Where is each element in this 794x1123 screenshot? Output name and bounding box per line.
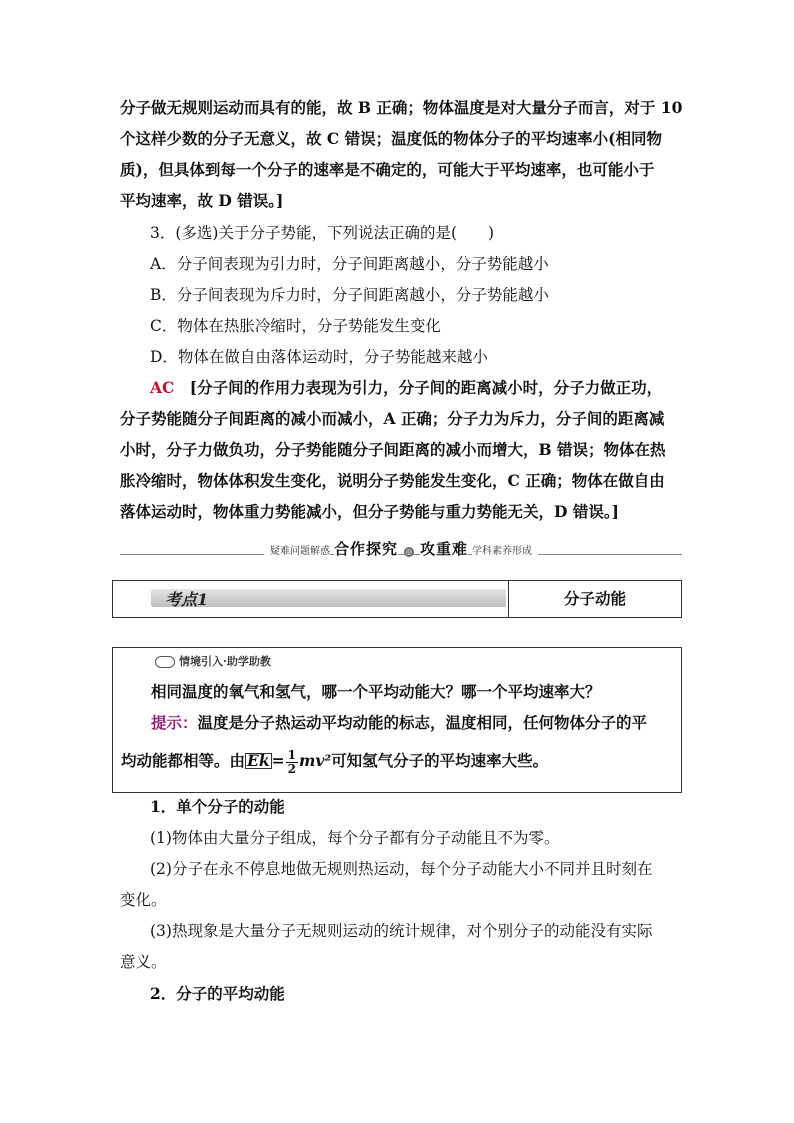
paragraph-line: 质)，但具体到每一个分子的速率是不确定的，可能大于平均速率，也可能小于 [120,160,655,179]
kaodian-header [112,580,682,618]
answer-line: 小时，分子力做负功，分子势能随分子间距离的减小而增大，B 错误；物体在热 [120,440,666,459]
section1-item-cont: 变化。 [120,891,167,909]
scenario-question: 相同温度的氧气和氢气，哪一个平均动能大？哪一个平均速率大？ [151,682,601,701]
banner-text [120,538,682,559]
kaodian-title: 分子动能 [563,589,626,608]
section1-heading: 1．单个分子的动能 [150,797,285,816]
scenario-box [112,647,682,793]
section2-heading: 2．分子的平均动能 [150,984,285,1003]
option-d: D．物体在做自由落体运动时，分子势能越来越小 [150,348,488,366]
scenario-hint-line2 [121,746,548,776]
answer-first-line [150,378,662,398]
section1-item-cont: 意义。 [120,953,167,971]
answer-key: AC [150,378,175,397]
section1-item: (1)物体由大量分子组成，每个分子都有分子动能且不为零。 [150,829,560,847]
option-c: C．物体在热胀冷缩时，分子势能发生变化 [150,317,441,335]
section1-item: (2)分子在永不停息地做无规则热运动，每个分子动能大小不同并且时刻在 [150,860,653,878]
formula-mv: mv² [298,751,332,770]
scenario-hint [151,713,647,733]
answer-line: 分子势能随分子间距离的减小而减小，A 正确；分子力为斥力，分子间的距离减 [120,409,665,428]
scenario-icon [155,656,175,668]
banner-right-caption: 学科素养形成 [472,546,538,557]
banner-main-a: 合作探究 [333,540,398,558]
fraction-numerator: 1 [287,747,296,762]
section-banner [120,538,682,560]
paragraph-line: 分子做无规则运动而具有的能，故 B 正确；物体温度是对大量分子而言，对于 10 [120,98,683,117]
answer-explanation-start: [分子间的作用力表现为引力，分子间的距离减小时，分子力做正功， [189,378,663,397]
scenario-header-text: 情境引入·助学助教 [179,655,271,668]
banner-dot-icon: ◎ [405,546,413,556]
hint-text-b: 可知氢气分子的平均速率大些。 [331,751,549,770]
hint-label: 提示： [151,713,198,732]
fraction-denominator: 2 [287,761,296,776]
formula-eq: = [271,751,285,770]
paragraph-line: 平均速率，故 D 错误。] [120,191,284,210]
question-stem: 3．(多选)关于分子势能，下列说法正确的是( ) [150,224,495,242]
option-a: A．分子间表现为引力时，分子间距离越小，分子势能越小 [150,255,549,273]
formula-fraction [286,749,298,776]
option-b: B．分子间表现为斥力时，分子间距离越小，分子势能越小 [150,286,549,304]
kaodian-label: 考点1 [165,590,209,609]
paragraph-line: 个这样少数的分子无意义，故 C 错误；温度低的物体分子的平均速率小(相同物 [120,129,662,148]
section1-item: (3)热现象是大量分子无规则运动的统计规律，对个别分子的动能没有实际 [150,922,653,940]
answer-line: 落体运动时，物体重力势能减小，但分子势能与重力势能无关，D 错误。] [120,502,619,521]
answer-line: 胀冷缩时，物体体积发生变化，说明分子势能发生变化，C 正确；物体在做自由 [120,471,665,490]
scenario-header [155,653,271,669]
hint-text: 温度是分子热运动平均动能的标志，温度相同，任何物体分子的平 [197,713,648,732]
banner-main-b: 攻重难 [420,540,469,558]
hint-text-a: 均动能都相等。由 [121,751,246,770]
formula-ek: Ek [247,751,270,770]
banner-left-caption: 疑难问题解惑 [264,546,330,557]
